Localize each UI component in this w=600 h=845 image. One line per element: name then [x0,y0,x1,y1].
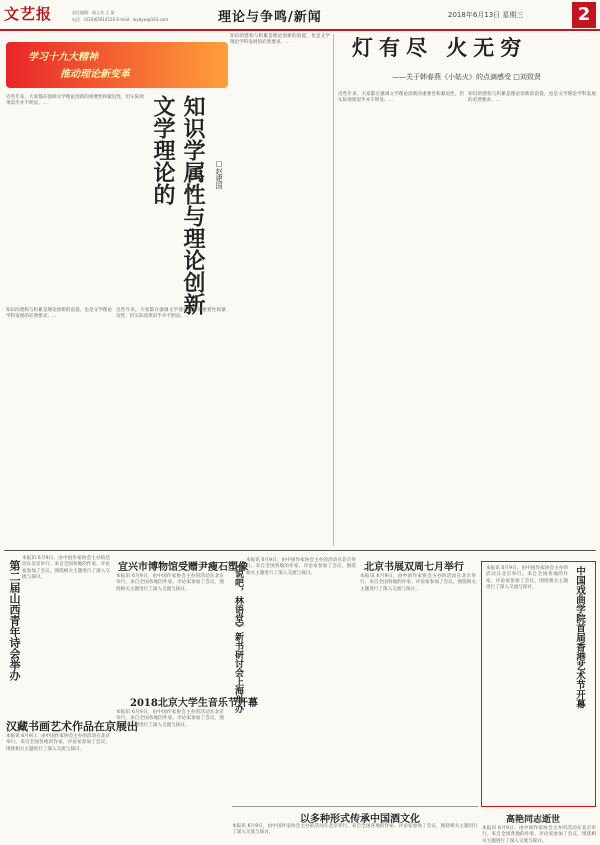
bottom-article7-body: 本报讯 6月9日，由中国作家协会主办的活动在北京举行。来自全国各地的作家、评论家参加了会议，围绕相关主题进行了深入交流与探讨。 [232,824,478,836]
bottom-article4-body: 本报讯 6月9日，由中国作家协会主办的活动在北京举行。来自全国各地的作家、评论家参加了会议，围绕相关主题进行了深入交流与探讨。 [116,710,224,728]
bottom-article1-title: 第二届山西青年诗会举办 [8,560,21,681]
bottom-article9-title: 高艳同志逝世 [506,815,561,825]
bottom-article5-body: 本报讯 6月9日，由中国作家协会主办的活动在北京举行。来自全国各地的作家、评论家参加了会议，围绕相关主题进行了深入交流与探讨。 [246,558,356,576]
masthead-rule [0,29,600,31]
section-title: 理论与争鸣/新闻 [218,10,322,25]
article1-sub-headline: 文学理论的 [150,95,176,205]
contact-info: 电话：(010)65914510 E-mail：wybyw@163.com [72,17,169,22]
article1-body-col3: 近些年来，大家都在强调文学理论创新的重要性和紧迫性，但实际效果似乎并不明显。… [116,308,226,320]
bottom-article9-body: 本报讯 6月9日，由中国作家协会主办的活动在北京举行。来自全国各地的作家、评论家参加了会议，围绕相关主题进行了深入交流与探讨。 [482,826,596,844]
article1-body-col4: 知识的建构与积累是理论创新的前提，也是文学理论学科发展的必然要求。… [230,34,330,46]
article1-byline: □赵建国 [215,160,223,189]
bottom-article3-title: 宜兴市博物馆受赠尹瘦石塑像 [118,562,248,573]
page-number: 2 [572,2,596,28]
bottom-article2-title: 汉藏书画艺术作品在京展出 [6,720,138,733]
bottom-article6-body: 本报讯 6月9日，由中国作家协会主办的活动在北京举行。来自全国各地的作家、评论家参加了会议，围绕相关主题进行了深入交流与探讨。 [360,574,476,592]
article1-body-col1: 近些年来，大家都在强调文学理论创新的重要性和紧迫性，但实际效果似乎并不明显。… [6,95,144,107]
bottom-article8-title: 中国戏曲学院首届香港艺术节开幕 [574,566,585,709]
article2-body-col1: 近些年来，大家都在强调文学理论创新的重要性和紧迫性，但实际效果似乎并不明显。… [338,92,464,104]
bottom-article8-body: 本报讯 6月9日，由中国作家协会主办的活动在北京举行。来自全国各地的作家、评论家参加了会议，围绕相关主题进行了深入交流与探讨。 [486,566,568,591]
bottom-article4-title: 2018北京大学生音乐节开幕 [130,698,258,709]
bottom-divider [232,806,478,807]
editor-info: 责任编辑：商玉亮 王 蒙 [72,10,115,15]
section-divider [4,550,596,551]
bottom-article6-title: 北京书展双周七月举行 [364,562,464,573]
article1-headline: 知识学属性与理论创新 [180,95,206,315]
banner-line2: 推动理论新变革 [60,69,130,80]
article2-subtitle: ——关于韩春燕《小姑火》的点滴感受 □刘致贤 [392,73,541,81]
bottom-article1-body: 本报讯 6月9日，由中国作家协会主办的活动在北京举行。来自全国各地的作家、评论家参加了会议，围绕相关主题进行了深入交流与探讨。 [22,556,110,581]
article2-body-col2: 知识的建构与积累是理论创新的前提，也是文学理论学科发展的必然要求。… [468,92,596,104]
bottom-article5-title: 《说吧，林语堂》新书研讨会上海举办 [233,560,243,713]
bottom-article7-title: 以多种形式传承中国酒文化 [300,814,420,825]
column-divider [333,34,334,546]
bottom-article2-body: 本报讯 6月9日，由中国作家协会主办的活动在北京举行。来自全国各地的作家、评论家参加了会议，围绕相关主题进行了深入交流与探讨。 [6,734,110,752]
issue-date: 2018年6月13日 星期三 [448,11,524,19]
banner-line1: 学习十九大精神 [28,52,98,63]
article1-body-col2: 知识的建构与积累是理论创新的前提，也是文学理论学科发展的必然要求。… [6,308,112,320]
newspaper-logo: 文艺报 [4,5,53,23]
article2-title: 灯有尽 火无穷 [352,35,528,60]
bottom-article3-body: 本报讯 6月9日，由中国作家协会主办的活动在北京举行。来自全国各地的作家、评论家参加了会议，围绕相关主题进行了深入交流与探讨。 [116,574,224,592]
